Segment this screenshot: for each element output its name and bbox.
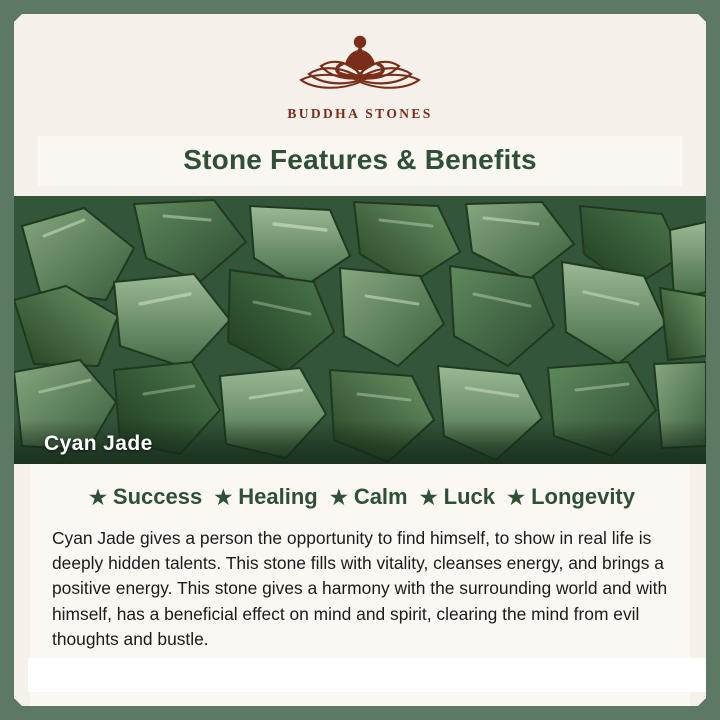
- photo-caption-overlay: [14, 420, 706, 464]
- benefit-keyword-success: Success: [112, 484, 203, 509]
- brand-header: [14, 14, 706, 122]
- corner-accent-bottom-left: [0, 684, 36, 720]
- lotus-meditation-icon: [285, 28, 435, 100]
- star-icon: ★: [419, 487, 438, 509]
- frame-border-right: [706, 0, 720, 720]
- star-icon: ★: [88, 487, 107, 509]
- star-icon: ★: [214, 487, 233, 509]
- corner-accent-top-right: [684, 0, 720, 36]
- frame-border-top: [0, 0, 720, 14]
- frame-border-left: [0, 0, 14, 720]
- benefit-keyword-luck: Luck: [443, 484, 496, 509]
- stone-name-caption: Cyan Jade: [44, 432, 153, 455]
- star-icon: ★: [507, 487, 526, 509]
- brand-name: BUDDHA STONES: [287, 106, 433, 121]
- corner-accent-bottom-right: [684, 684, 720, 720]
- star-icon: ★: [329, 487, 348, 509]
- frame-border-bottom: [0, 706, 720, 720]
- title-band: [38, 136, 682, 186]
- content-area: [14, 14, 706, 706]
- corner-accent-top-left: [0, 0, 36, 36]
- bottom-white-strip: [28, 658, 706, 692]
- benefit-keyword-healing: Healing: [238, 484, 318, 509]
- stone-photo: [14, 196, 706, 464]
- stone-description: Cyan Jade gives a person the opportunity to find himself, to show in real life is deeply hidden talents. This stone fills with vitality, cleanses energy, and brings a positive energy. This stone gives a harmony with the surrounding world and with himself, has a beneficial effect on mind and spirit, clearing the mind from evil thoughts and bustle.: [52, 528, 668, 649]
- benefit-keyword-longevity: Longevity: [531, 484, 635, 509]
- page-title: Stone Features & Benefits: [183, 144, 537, 175]
- benefit-keyword-list: [52, 484, 668, 510]
- benefit-keyword-calm: Calm: [353, 484, 408, 509]
